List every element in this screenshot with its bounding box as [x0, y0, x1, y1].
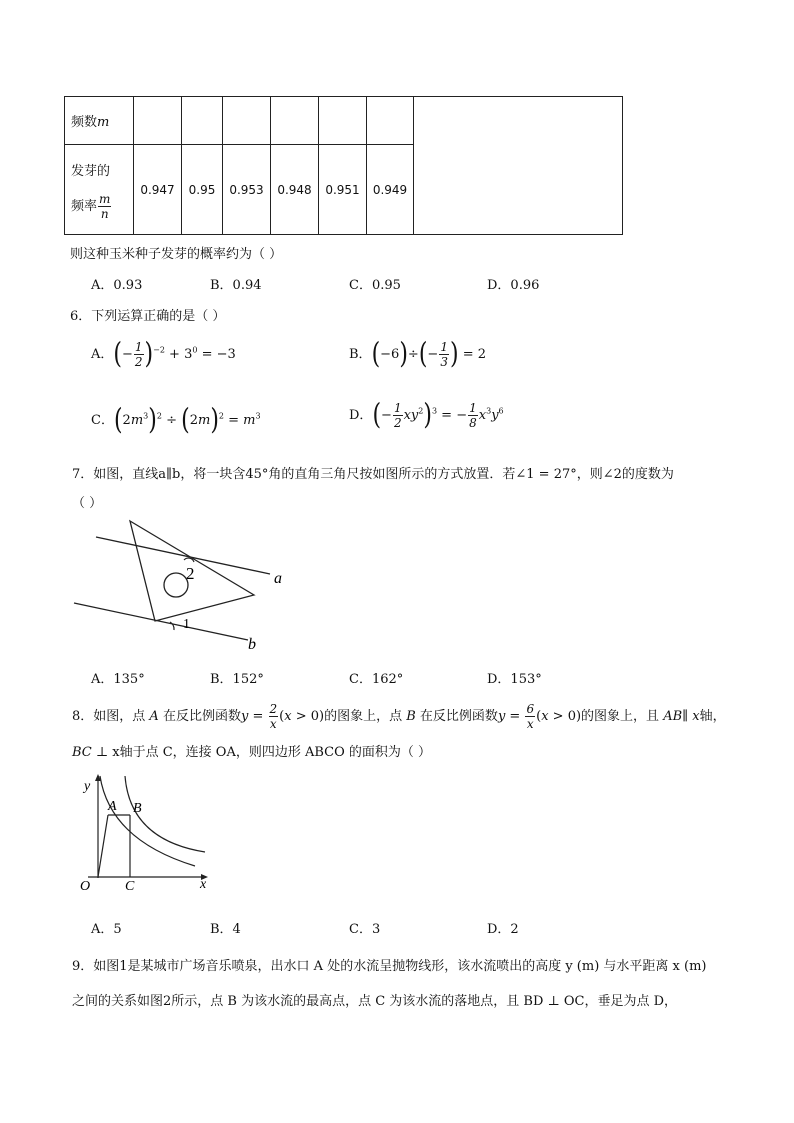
ruler-hole [164, 573, 188, 597]
table-cell [223, 97, 271, 145]
table-cell: 0.949 [367, 145, 414, 235]
q8-option-b: B．4 [210, 922, 241, 937]
q9-line2: 之间的关系如图2所示，点 B 为该水流的最高点，点 C 为该水流的落地点，且 BD ⊥ OC，垂足为点 D， [72, 994, 678, 1009]
q5-option-d: D．0.96 [487, 278, 540, 293]
label-y: y [84, 779, 91, 794]
table-cell [319, 97, 367, 145]
table-cell [134, 97, 182, 145]
table-cell: 0.947 [134, 145, 182, 235]
table-cell [271, 97, 319, 145]
q7-option-a: A．135° [91, 672, 145, 687]
q7-option-b: B．152° [210, 672, 264, 687]
label-x: x [200, 877, 207, 892]
q6-option-b: B．(−6)÷(− $\frac{1}{3}$ ) = 2 [349, 338, 486, 371]
q8-stem-line2: BC ⊥ x轴于点 C，连接 OA，则四边形 ABCO 的面积为（ ） [72, 745, 432, 760]
line-a [96, 537, 270, 574]
q6-stem: 6．下列运算正确的是（ ） [70, 309, 226, 324]
segment-OA [98, 815, 108, 877]
row-label-germination-rate: 发芽的 频率 $\frac{m}{n}$ [65, 145, 134, 235]
table-cell [182, 97, 223, 145]
label-b: b [248, 636, 256, 653]
q7-option-c: C．162° [349, 672, 404, 687]
angle1-label: 1 [183, 617, 190, 632]
q5-stem: 则这种玉米种子发芽的概率约为（ ） [70, 247, 283, 262]
table-cell: 0.951 [319, 145, 367, 235]
line-b [74, 603, 248, 640]
q5-option-b: B．0.94 [210, 278, 262, 293]
label-O: O [80, 879, 91, 894]
table-cell: 0.948 [271, 145, 319, 235]
curve-2-over-x [100, 776, 195, 866]
q5-option-c: C．0.95 [349, 278, 401, 293]
table-empty-cell [414, 97, 623, 235]
q6-option-a: A．(− $\frac{1}{2}$ )$^{-2} + 3^0 = -3$ [91, 338, 236, 371]
q8-figure [70, 770, 220, 900]
table-cell: 0.953 [223, 145, 271, 235]
q8-stem: 8．如图，点 A 在反比例函数y = $\frac{2}{x}$ (x > 0)的图象上，点 B 在反比例函数y = $\frac{6}{x}$ (x > 0)的图象上，且 AB∥ x轴， [72, 702, 726, 731]
label-B: B [133, 801, 142, 816]
label-A: A [108, 799, 117, 814]
angle2-label: 2 [186, 564, 195, 583]
q7-figure [70, 515, 300, 655]
q7-stem-paren: （ ） [72, 496, 103, 511]
frequency-table [64, 96, 623, 235]
q6-option-d: D．(− $\frac{1}{2}$ $xy^2)^3$ = − $\frac{1}{8}$ $x^3y^6$ [349, 399, 504, 432]
label-a: a [274, 570, 282, 587]
q8-option-d: D．2 [487, 922, 519, 937]
row-label-frequency-count: 频数m [65, 97, 134, 145]
table-cell [367, 97, 414, 145]
q5-option-a: A．0.93 [91, 278, 143, 293]
q6-option-c: C．$(2m^3)^2 \div (2m)^2 = m^3$ [91, 404, 261, 437]
q7-option-d: D．153° [487, 672, 542, 687]
q8-option-c: C．3 [349, 922, 381, 937]
fraction-m-over-n: $\frac{m}{n}$ [99, 191, 111, 221]
q7-stem: 7．如图，直线a∥b，将一块含45°角的直角三角尺按如图所示的方式放置．若∠1 = 27°，则∠2的度数为 [72, 467, 674, 482]
q8-option-a: A．5 [91, 922, 122, 937]
q9-line1: 9．如图1是某城市广场音乐喷泉，出水口 A 处的水流呈抛物线形，该水流喷出的高度 y (m) 与水平距离 x (m) [72, 959, 707, 974]
table-cell: 0.95 [182, 145, 223, 235]
label-C: C [125, 879, 135, 894]
